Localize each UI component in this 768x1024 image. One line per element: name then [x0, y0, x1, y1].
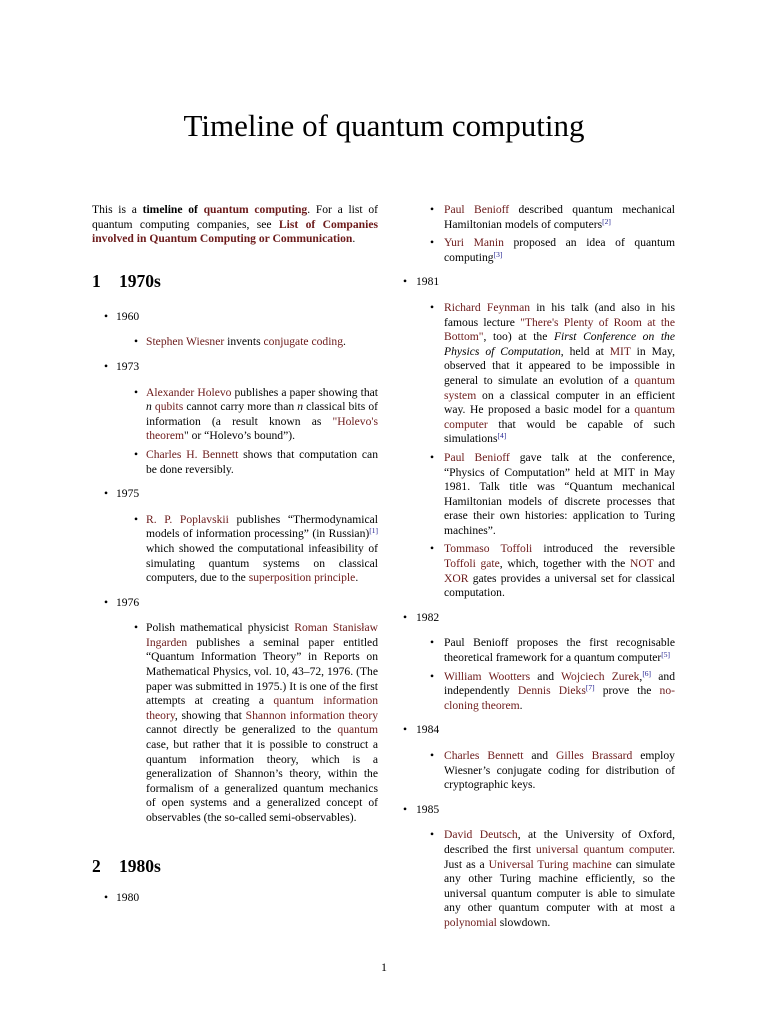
timeline-1980s-start [92, 891, 378, 906]
event-1976-1: • Polish mathematical physicist Roman Stanisław Ingarden publishes a seminal paper entitled “Quantum Information Theory” in Reports on Mathematical Physics, vol. 10, 43–72, 1976. (The paper was submitted in 1975.) It is one of the first attempts at creating a quantum information theory, showing that Shannon information theory cannot directly be generalized to the quantum case, but rather that it is possible to construct a quantum information theory, which is a generalization of Shannon’s theory, within the formalism of a generalized quantum mechanics of open systems and a generalized concept of observables (the so-called semi-observables). [92, 621, 378, 825]
page-number: 1 [381, 960, 387, 974]
citation-5[interactable]: [5] [661, 650, 671, 660]
link-tommaso-toffoli[interactable]: Tommaso Toffoli [444, 542, 533, 556]
link-universal-quantum-computer[interactable]: universal quantum computer [536, 842, 673, 856]
right-column [390, 203, 675, 931]
citation-7[interactable]: [7] [585, 683, 595, 693]
link-r-p-poplavskii[interactable]: R. P. Poplavskii [146, 512, 229, 526]
event-1973-1: • Alexander Holevo publishes a paper showing that n qubits cannot carry more than n classical bits of information (a result known as "Holevo's theorem" or “Holevo’s bound”). [92, 386, 378, 444]
event-1984-1: • Charles Bennett and Gilles Brassard employ Wiesner’s conjugate coding for distribution of cryptographic keys. [390, 749, 675, 793]
link-quantum-computer[interactable]: quantum computer [444, 403, 675, 431]
year-1975: • 1975 [92, 487, 378, 502]
year-1985: • 1985 [390, 803, 675, 818]
intro-bold: timeline of [142, 203, 204, 216]
link-xor-gate[interactable]: XOR [444, 571, 469, 585]
link-quantum-information-theory[interactable]: quantum information theory [146, 694, 378, 722]
link-david-deutsch[interactable]: David Deutsch [444, 828, 518, 842]
event-1980-2: • Yuri Manin proposed an idea of quantum computing[3] [390, 236, 675, 265]
link-yuri-manin[interactable]: Yuri Manin [444, 236, 504, 250]
link-charles-bennett[interactable]: Charles Bennett [444, 749, 524, 762]
link-richard-feynman[interactable]: Richard Feynman [444, 300, 531, 314]
year-1960: • 1960 [92, 310, 378, 325]
citation-4[interactable]: [4] [497, 431, 507, 441]
event-1980-1: • Paul Benioff described quantum mechanical Hamiltonian models of computers[2] [390, 203, 675, 232]
event-1981-2: • Paul Benioff gave talk at the conference, “Physics of Computation” held at MIT in May 1981. Talk title was “Quantum mechanical Hamiltonian models of discrete processes that erase their own histories: application to Turing machines”. [390, 451, 675, 539]
event-1960-1: • Stephen Wiesner invents conjugate coding. [92, 335, 378, 350]
year-1982: • 1982 [390, 611, 675, 626]
left-column [92, 203, 378, 905]
section-heading-1980s: 2 1980s [92, 855, 161, 876]
year-1976: • 1976 [92, 596, 378, 611]
intro-paragraph: This is a timeline of quantum computing. For a list of quantum computing companies, see List of Companies involved in Quantum Computing or Communication. [92, 203, 378, 246]
link-stephen-wiesner[interactable]: Stephen Wiesner [146, 335, 225, 349]
event-1975-1: • R. P. Poplavskii publishes “Thermodynamical models of information processing” (in Russian)[1] which showed the computational infeasibility of simulating quantum systems on classical computers, due to the superposition principle. [92, 513, 378, 586]
link-william-wootters[interactable]: William Wootters [444, 669, 531, 683]
link-superposition-principle[interactable]: superposition principle [248, 571, 356, 585]
link-wojciech-zurek[interactable]: Wojciech Zurek [561, 669, 640, 683]
link-dennis-dieks[interactable]: Dennis Dieks [517, 684, 586, 698]
link-gilles-brassard[interactable]: Gilles Brassard [556, 749, 633, 762]
event-1982-2: • William Wootters and Wojciech Zurek,[6] and independently Dennis Dieks[7] prove the no-cloning theorem. [390, 670, 675, 714]
link-shannon-information-theory[interactable]: Shannon information theory [245, 708, 378, 722]
citation-1[interactable]: [1] [369, 526, 378, 536]
link-quantum-computing[interactable]: quantum computing [203, 203, 308, 216]
link-plenty-of-room[interactable]: "There's Plenty of Room at the Bottom" [444, 315, 675, 344]
link-not-gate[interactable]: NOT [629, 557, 654, 571]
citation-6[interactable]: [6] [642, 668, 652, 678]
event-1981-1: • Richard Feynman in his talk (and also in his famous lecture "There's Plenty of Room at the Bottom", too) at the First Conference on the Physics of Computation, held at MIT in May, observed that it appeared to be impossible in general to simulate an evolution of a quantum system on a classical computer in an efficient way. He proposed a basic model for a quantum computer that would be capable of such simulations[4] [390, 301, 675, 447]
timeline-1970s [92, 310, 378, 826]
year-1980: • 1980 [92, 891, 378, 906]
link-qubits[interactable]: qubits [154, 400, 184, 414]
section-heading-1970s: 1 1970s [92, 270, 161, 291]
link-quantum[interactable]: quantum [337, 723, 378, 737]
link-polynomial[interactable]: polynomial [444, 915, 497, 929]
link-alexander-holevo[interactable]: Alexander Holevo [146, 385, 232, 399]
link-paul-benioff-2[interactable]: Paul Benioff [444, 450, 510, 464]
link-no-cloning-theorem[interactable]: no-cloning theorem [444, 684, 676, 712]
year-1973: • 1973 [92, 360, 378, 375]
event-1973-2: • Charles H. Bennett shows that computation can be done reversibly. [92, 448, 378, 477]
event-1985-1: • David Deutsch, at the University of Oxford, described the first universal quantum computer. Just as a Universal Turing machine can simulate any other Turing machine efficiently, so the universal quantum computer is able to simulate any other quantum computer with at most a polynomial slowdown. [390, 828, 675, 930]
link-mit[interactable]: MIT [609, 344, 631, 358]
link-holevos-theorem[interactable]: "Holevo's theorem [146, 414, 378, 443]
year-1984: • 1984 [390, 723, 675, 738]
link-toffoli-gate[interactable]: Toffoli gate [444, 557, 500, 571]
citation-2[interactable]: [2] [602, 216, 611, 226]
timeline-1980s [390, 203, 675, 931]
link-conjugate-coding[interactable]: conjugate coding [263, 335, 344, 349]
link-roman-ingarden[interactable]: Roman Stanisław Ingarden [146, 621, 378, 649]
citation-3[interactable]: [3] [493, 249, 503, 259]
link-universal-turing-machine[interactable]: Universal Turing machine [488, 857, 612, 871]
page-title: Timeline of quantum computing [183, 108, 585, 143]
event-1981-3: • Tommaso Toffoli introduced the reversible Toffoli gate, which, together with the NOT and XOR gates provides a universal set for classical computation. [390, 542, 675, 600]
year-1981: • 1981 [390, 275, 675, 290]
link-paul-benioff[interactable]: Paul Benioff [444, 203, 510, 216]
link-list-of-companies[interactable]: List of Companies involved in Quantum Computing or Communication [92, 217, 378, 246]
event-1982-1: • Paul Benioff proposes the first recognisable theoretical framework for a quantum computer[5] [390, 636, 675, 665]
link-charles-h-bennett[interactable]: Charles H. Bennett [146, 447, 239, 461]
link-quantum-system[interactable]: quantum system [444, 373, 675, 402]
